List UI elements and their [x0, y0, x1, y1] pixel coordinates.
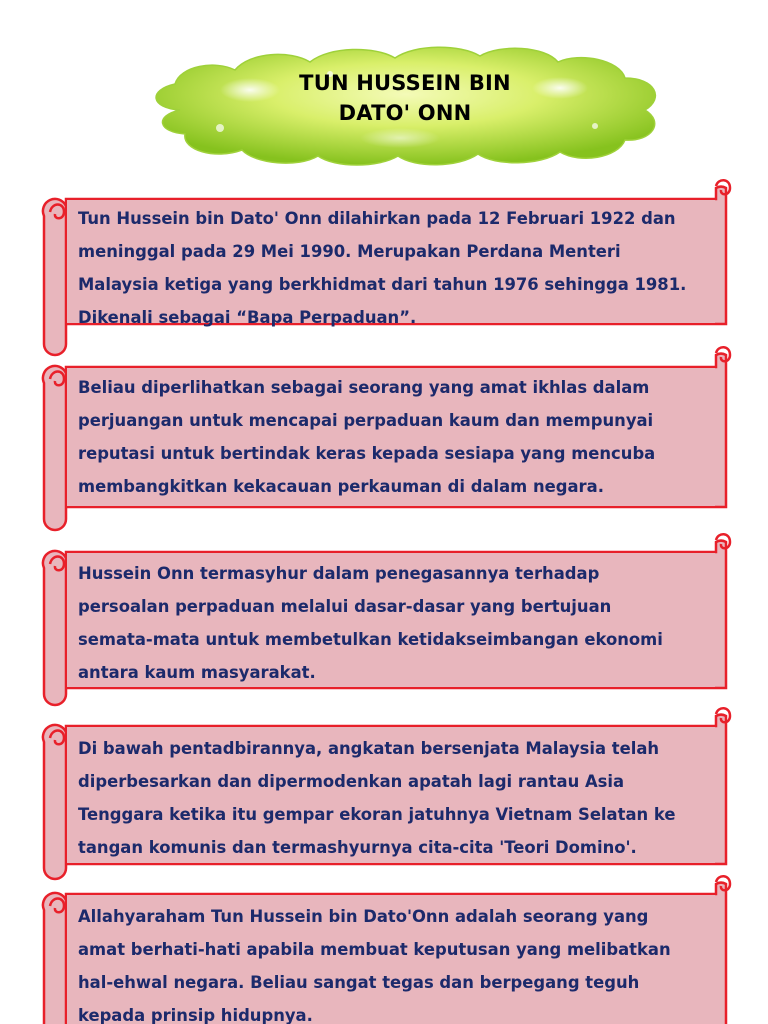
paragraph-3: [78, 557, 705, 689]
paragraph-line: Beliau diperlihatkan sebagai seorang yang amat ikhlas dalam: [78, 378, 650, 397]
page-title: [140, 68, 670, 128]
paragraph-line: tangan komunis dan termashyurnya cita-cita 'Teori Domino'.: [78, 838, 637, 857]
scroll-panel-1: [0, 176, 768, 360]
paragraph-line: Allahyaraham Tun Hussein bin Dato'Onn adalah seorang yang: [78, 907, 649, 926]
paragraph-line: Tenggara ketika itu gempar ekoran jatuhnya Vietnam Selatan ke: [78, 805, 676, 824]
scroll-panel-3: [0, 530, 768, 708]
scroll-panel-2: [0, 343, 768, 533]
paragraph-line: antara kaum masyarakat.: [78, 663, 316, 682]
paragraph-line: membangkitkan kekacauan perkauman di dalam negara.: [78, 477, 604, 496]
paragraph-1: [78, 202, 705, 334]
paragraph-line: persoalan perpaduan melalui dasar-dasar yang bertujuan: [78, 597, 612, 616]
title-line-1: TUN HUSSEIN BIN: [299, 71, 511, 95]
paragraph-line: kepada prinsip hidupnya.: [78, 1006, 313, 1024]
paragraph-line: reputasi untuk bertindak keras kepada sesiapa yang mencuba: [78, 444, 656, 463]
paragraph-4: [78, 732, 705, 864]
paragraph-line: meninggal pada 29 Mei 1990. Merupakan Perdana Menteri: [78, 242, 621, 261]
paragraph-line: hal-ehwal negara. Beliau sangat tegas dan berpegang teguh: [78, 973, 640, 992]
paragraph-line: perjuangan untuk mencapai perpaduan kaum dan mempunyai: [78, 411, 654, 430]
title-line-2: DATO' ONN: [338, 101, 472, 125]
paragraph-line: amat berhati-hati apabila membuat keputusan yang melibatkan: [78, 940, 671, 959]
paragraph-line: diperbesarkan dan dipermodenkan apatah lagi rantau Asia: [78, 772, 625, 791]
scroll-panel-4: [0, 704, 768, 882]
title-cloud: [140, 40, 670, 170]
paragraph-line: Dikenali sebagai “Bapa Perpaduan”.: [78, 308, 417, 327]
paragraph-line: semata-mata untuk membetulkan ketidakseimbangan ekonomi: [78, 630, 663, 649]
paragraph-line: Hussein Onn termasyhur dalam penegasannya terhadap: [78, 564, 600, 583]
paragraph-line: Di bawah pentadbirannya, angkatan bersenjata Malaysia telah: [78, 739, 660, 758]
paragraph-line: Malaysia ketiga yang berkhidmat dari tahun 1976 sehingga 1981.: [78, 275, 687, 294]
scroll-panel-5: [0, 872, 768, 1024]
paragraph-line: Tun Hussein bin Dato' Onn dilahirkan pada 12 Februari 1922 dan: [78, 209, 676, 228]
paragraph-5: [78, 900, 705, 1024]
paragraph-2: [78, 371, 705, 503]
